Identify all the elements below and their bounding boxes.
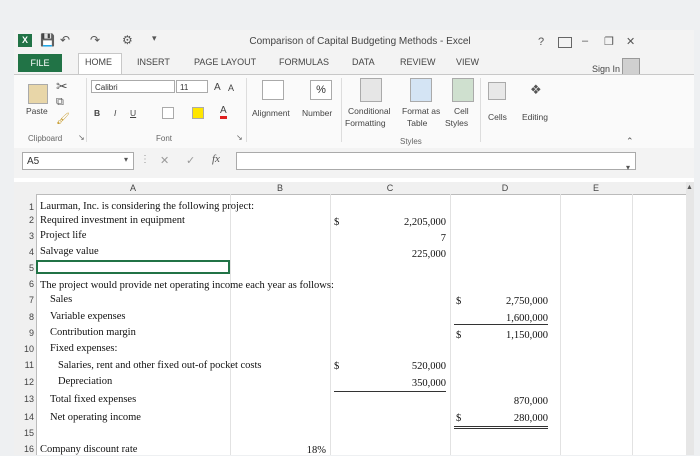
row-number[interactable]: 13 [23,394,34,404]
row-number[interactable]: 1 [28,202,34,212]
grow-font-button[interactable]: A [214,82,221,93]
copy-icon[interactable]: ⧉ [56,96,64,108]
cell-styles-line1[interactable]: Cell [454,106,469,116]
cell-a9[interactable]: Contribution margin [50,327,136,338]
tab-page-layout[interactable]: PAGE LAYOUT [194,57,257,67]
tab-insert[interactable]: INSERT [137,57,170,67]
column-header-e[interactable]: E [592,183,599,193]
row-number[interactable]: 14 [23,412,34,422]
minimize-button[interactable]: – [582,35,589,47]
restore-button-icon[interactable]: ❐ [604,36,614,48]
cell-d14[interactable]: 280,000 [513,413,548,424]
clipboard-launcher-icon[interactable]: ↘ [78,133,85,142]
column-header-d[interactable]: D [501,183,509,193]
cell-a4[interactable]: Salvage value [40,246,99,257]
row-number[interactable]: 8 [28,312,34,322]
cell-c3[interactable]: 7 [440,233,446,244]
row-number[interactable]: 9 [28,328,34,338]
tab-review[interactable]: REVIEW [400,57,436,67]
cell-styles-line2[interactable]: Styles [445,118,469,128]
undo-icon[interactable]: ↶ [60,33,71,47]
quick-access-custom-icon[interactable]: ⚙ [122,33,133,47]
tab-data[interactable]: DATA [352,57,375,67]
conditional-formatting-line1[interactable]: Conditional [348,106,391,116]
cell-d7[interactable]: 2,750,000 [506,296,548,307]
column-header-b[interactable]: B [276,183,283,193]
insert-function-button[interactable]: fx [212,153,220,165]
cells-button[interactable]: Cells [488,112,507,122]
font-color-button[interactable]: A [220,106,227,119]
format-painter-icon[interactable]: 🖌 [56,113,70,125]
cell-c2[interactable]: 2,205,000 [404,217,446,228]
cell-a2[interactable]: Required investment in equipment [40,215,185,226]
alignment-button[interactable]: Alignment [252,108,290,118]
excel-logo-icon: X [18,34,32,47]
formula-input[interactable] [236,152,636,170]
underline-button[interactable]: U [130,108,137,118]
row-number[interactable]: 16 [23,444,34,454]
conditional-formatting-line2[interactable]: Formatting [345,118,386,128]
sign-in-link[interactable]: Sign In [592,64,621,74]
borders-icon[interactable] [162,107,174,119]
name-box-dropdown-icon[interactable]: ▾ [124,155,129,164]
help-button[interactable]: ? [538,36,545,48]
cell-c2-currency[interactable]: $ [334,217,340,228]
cell-a10[interactable]: Fixed expenses: [50,343,118,354]
customize-qat-icon[interactable]: ▾ [152,33,157,43]
grip-icon: ⋮ [140,154,150,165]
cell-d8[interactable]: 1,600,000 [454,313,548,325]
cell-a13[interactable]: Total fixed expenses [50,394,137,405]
expand-formula-bar-icon[interactable]: ▾ [626,163,631,172]
cell-c12[interactable]: 350,000 [411,378,446,389]
enter-entry-button[interactable]: ✓ [186,155,196,167]
font-size-box[interactable]: 11 [176,80,208,93]
row-number[interactable]: 2 [28,215,34,225]
column-header-c[interactable]: C [386,183,394,193]
cell-a7[interactable]: Sales [50,294,73,305]
cell-a3[interactable]: Project life [40,230,87,241]
format-as-table-line1[interactable]: Format as [402,106,441,116]
ribbon-display-options-icon[interactable] [558,37,572,48]
cell-c4[interactable]: 225,000 [411,249,446,260]
fill-color-icon[interactable] [192,107,204,119]
shrink-font-button[interactable]: A [228,83,235,93]
collapse-ribbon-icon[interactable]: ⌃ [626,136,634,146]
cells-icon[interactable] [488,82,506,100]
editing-button[interactable]: Editing [522,112,548,122]
cell-a14[interactable]: Net operating income [50,412,141,423]
row-number[interactable]: 7 [28,295,34,305]
redo-icon[interactable]: ↷ [90,33,101,47]
cell-a8[interactable]: Variable expenses [50,311,126,322]
cell-b16[interactable]: 18% [306,445,326,456]
bold-button[interactable]: B [94,108,101,118]
paste-button[interactable]: Paste [26,106,48,116]
window-title: Comparison of Capital Budgeting Methods - Excel [249,36,471,47]
row-number[interactable]: 3 [28,231,34,241]
cell-d14-currency[interactable]: $ [456,413,462,424]
cell-d9-currency[interactable]: $ [456,330,462,341]
italic-button[interactable]: I [114,108,117,118]
row-number[interactable]: 11 [24,360,34,370]
row-number[interactable]: 5 [28,263,34,273]
double-underline-d14-top [454,426,548,427]
underline-c12 [334,391,446,392]
double-underline-d14-bottom [454,428,548,429]
row-number[interactable]: 10 [23,344,34,354]
close-button[interactable]: ✕ [626,36,636,48]
styles-group-label: Styles [400,137,422,146]
cell-a12[interactable]: Depreciation [58,376,113,387]
format-as-table-icon[interactable] [410,78,432,102]
cell-d9[interactable]: 1,150,000 [506,330,548,341]
cell-styles-icon[interactable] [452,78,474,102]
conditional-formatting-icon[interactable] [360,78,382,102]
scroll-up-icon[interactable]: ▲ [686,184,693,191]
alignment-icon[interactable] [262,80,284,100]
name-box[interactable]: A5 [22,152,134,170]
number-button[interactable]: Number [302,108,333,118]
tab-view[interactable]: VIEW [456,57,480,67]
percent-icon[interactable]: % [310,80,332,100]
cell-d7-currency[interactable]: $ [456,296,462,307]
cell-c11-currency[interactable]: $ [334,361,340,372]
paste-icon[interactable] [28,84,48,104]
cut-icon[interactable]: ✂ [56,78,68,94]
font-group-label: Font [156,134,173,143]
tab-file[interactable]: FILE [18,54,62,72]
cell-a16[interactable]: Company discount rate [40,444,138,455]
selected-cell-a5[interactable] [36,260,230,274]
font-name-box[interactable]: Calibri [91,80,175,93]
find-binoculars-icon[interactable]: ❖ [530,82,542,97]
tab-home[interactable]: HOME [85,57,112,67]
column-header-a[interactable]: A [129,183,136,193]
cell-c11[interactable]: 520,000 [411,361,446,372]
cancel-entry-button[interactable]: ✕ [160,155,170,167]
cell-a6[interactable]: The project would provide net operating income each year as follows: [40,280,334,291]
cell-a11[interactable]: Salaries, rent and other fixed out-of pocket costs [58,360,262,371]
format-as-table-line2[interactable]: Table [407,118,428,128]
vertical-scrollbar[interactable] [686,182,694,455]
clipboard-group-label: Clipboard [28,134,63,143]
cell-d13[interactable]: 870,000 [513,396,548,407]
font-launcher-icon[interactable]: ↘ [236,133,243,142]
row-number[interactable]: 6 [28,279,34,289]
save-icon[interactable]: 💾 [40,33,55,47]
row-number[interactable]: 4 [28,247,34,257]
cell-a1[interactable]: Laurman, Inc. is considering the following project: [40,201,255,212]
row-number[interactable]: 15 [23,428,34,438]
row-number[interactable]: 12 [23,377,34,387]
tab-formulas[interactable]: FORMULAS [279,57,330,67]
